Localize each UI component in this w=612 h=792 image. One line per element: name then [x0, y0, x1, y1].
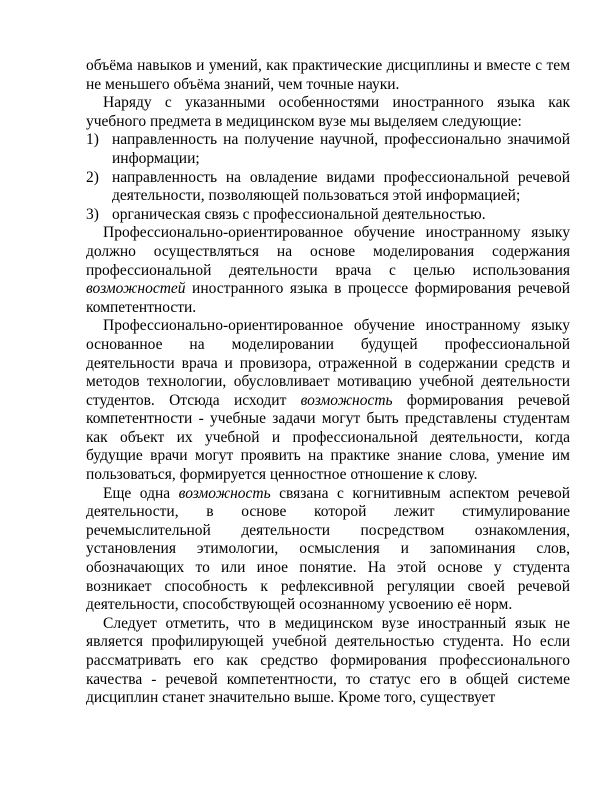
paragraph-continuation: объёма навыков и умений, как практические дисциплины и вместе с тем не меньшего объёма знаний, чем точные науки. — [86, 57, 570, 93]
italic-term: возможностей — [86, 280, 186, 298]
paragraph-modeling — [86, 317, 570, 484]
text-run: связана с когнитивным аспектом речевой деятельности, в основе которой лежит стимулирование речемыслительной деятельности посредством ознакомления, установления этимологии, осмысления и запоминания слов, обозначающих то или иное понятие. На этой основе у студента возникает способность к рефлексивной регуляции своей речевой деятельности, способствующей осознанному усвоению её норм. — [86, 484, 570, 614]
paragraph-professional-training — [86, 224, 570, 317]
text-run: формирования речевой компетентности - учебные задачи могут быть представлены студентам как объект их учебной и профессиональной деятельности, когда будущие врачи могут проявить на практике знание слова, умение им пользоваться, формируется ценностное отношение к слову. — [86, 391, 570, 484]
text-run: Еще одна — [103, 484, 179, 502]
list-text: направленность на получение научной, профессионально значимой информации; — [112, 131, 570, 167]
list-number: 3) — [86, 205, 99, 223]
list-item — [86, 131, 570, 168]
italic-term: возможность — [300, 391, 393, 409]
text-run: Профессионально-ориентированное обучение иностранному языку должно осуществляться на основе моделирования содержания профессиональной деятельности врача с целью использования — [86, 224, 570, 279]
list-number: 1) — [86, 131, 99, 149]
italic-term: возможность — [178, 484, 271, 502]
list-text: направленность на овладение видами профессиональной речевой деятельности, позволяющей пользоваться этой информацией; — [112, 168, 570, 205]
list-item — [86, 169, 570, 206]
list-number: 2) — [86, 168, 99, 186]
document-body — [86, 57, 570, 708]
text-run: Профессионально-ориентированное обучение иностранному языку основанное на моделировании будущей профессиональной деятельности врача и провизора, отраженной в содержании средств и методов технологии, обусловливает мотивацию учебной деятельности студентов. Отсюда исходит — [86, 317, 570, 409]
list-item — [86, 206, 570, 225]
text-run: иностранного языка в процессе формирования речевой компетентности. — [86, 280, 570, 316]
paragraph-intro-list: Наряду с указанными особенностями иностранного языка как учебного предмета в медицинском вузе мы выделяем следующие: — [86, 94, 570, 130]
list-text: органическая связь с профессиональной деятельностью. — [112, 205, 486, 223]
paragraph-cognitive — [86, 485, 570, 615]
paragraph-status: Следует отметить, что в медицинском вузе иностранный язык не является профилирующей учебной деятельностью студента. Но если рассматривать его как средство формирования профессионального качества - речевой компетентности, то статус его в общей системе дисциплин станет значительно выше. Кроме того, существует — [86, 614, 570, 707]
